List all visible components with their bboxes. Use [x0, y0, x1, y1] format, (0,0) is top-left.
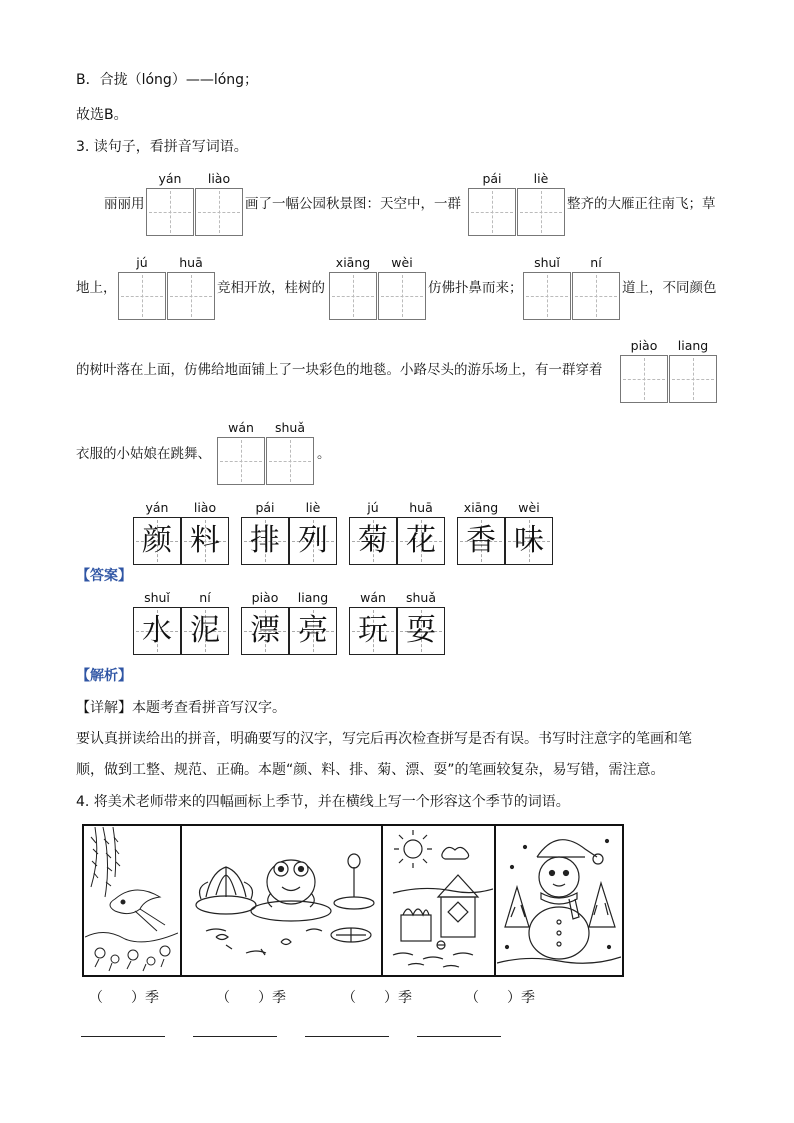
season-blank-4[interactable]: （ ）季: [465, 990, 535, 1006]
answer-char: 亮: [289, 607, 337, 655]
explanation-line: 要认真拼读给出的拼音，明确要写的汉字，写完后再次检查拼写是否有误。书写时注意字的笔画和笔: [76, 731, 692, 747]
detail-text: 本题考查看拼音写汉字。: [132, 700, 286, 716]
word-answer-line-2[interactable]: [193, 1036, 277, 1037]
writing-box[interactable]: [669, 355, 717, 403]
summer-picture: [186, 827, 380, 974]
season-blank-2[interactable]: （ ）季: [216, 990, 286, 1006]
writing-box[interactable]: [167, 272, 215, 320]
choice-line: 故选B。: [76, 107, 128, 123]
writing-box[interactable]: [195, 188, 243, 236]
sentence-text: 的树叶落在上面，仿佛给地面铺上了一块彩色的地毯。小路尽头的游乐场上，有一群穿着: [76, 362, 603, 378]
panel-divider: [180, 824, 182, 977]
sentence-text: 衣服的小姑娘在跳舞、: [76, 446, 211, 462]
pinyin-label: wán: [228, 420, 254, 435]
answer-pinyin: shuǐ: [144, 590, 170, 605]
answer-pinyin: wèi: [518, 500, 540, 515]
answer-char: 菊: [349, 517, 397, 565]
spring-picture: [85, 827, 178, 974]
writing-box[interactable]: [468, 188, 516, 236]
detail-line: [76, 700, 286, 716]
writing-box[interactable]: [217, 437, 265, 485]
answer-pinyin: xiāng: [463, 500, 499, 515]
pinyin-label: wèi: [391, 255, 413, 270]
answer-pinyin: yán: [145, 500, 169, 515]
autumn-picture: [383, 827, 493, 974]
pinyin-label: liào: [207, 171, 231, 186]
question-3-title: 3. 读句子，看拼音写词语。: [76, 139, 248, 155]
sentence-text: 竞相开放，桂树的: [217, 280, 325, 296]
answer-char: 香: [457, 517, 505, 565]
sentence-text: 。: [317, 446, 331, 462]
sentence-text: 画了一幅公园秋景图：天空中，一群: [245, 196, 461, 212]
writing-box[interactable]: [378, 272, 426, 320]
explanation-line: 顺，做到工整、规范、正确。本题“颜、料、排、菊、漂、耍”的笔画较复杂，易写错，需注意。: [76, 762, 665, 778]
writing-box[interactable]: [517, 188, 565, 236]
answer-char: 漂: [241, 607, 289, 655]
writing-box[interactable]: [146, 188, 194, 236]
option-b-line: B．合拢（lóng）——lóng；: [76, 72, 259, 88]
pinyin-label: huā: [179, 255, 203, 270]
answer-pinyin: huā: [409, 500, 433, 515]
writing-box[interactable]: [266, 437, 314, 485]
writing-box[interactable]: [572, 272, 620, 320]
answer-char: 花: [397, 517, 445, 565]
answer-char: 列: [289, 517, 337, 565]
pinyin-label: shuǐ: [534, 255, 560, 270]
sentence-text: 整齐的大雁正往南飞；草: [567, 196, 716, 212]
pinyin-label: piào: [630, 338, 658, 353]
answer-pinyin: piào: [251, 590, 279, 605]
writing-box[interactable]: [118, 272, 166, 320]
answer-char: 颜: [133, 517, 181, 565]
answer-char: 玩: [349, 607, 397, 655]
winter-picture: [497, 827, 621, 974]
word-answer-line-1[interactable]: [81, 1036, 165, 1037]
pinyin-label: shuǎ: [274, 420, 306, 435]
answer-char: 味: [505, 517, 553, 565]
answer-pinyin: liè: [305, 500, 321, 515]
answer-char: 泥: [181, 607, 229, 655]
answer-pinyin: liào: [193, 500, 217, 515]
answer-char: 料: [181, 517, 229, 565]
pinyin-label: liang: [677, 338, 709, 353]
word-answer-line-4[interactable]: [417, 1036, 501, 1037]
detail-label: 【详解】: [76, 700, 132, 716]
answer-pinyin: shuǎ: [405, 590, 437, 605]
sentence-text: 仿佛扑鼻而来；: [428, 280, 523, 296]
writing-box[interactable]: [523, 272, 571, 320]
answer-pinyin: pái: [255, 500, 275, 515]
answer-label: 【答案】: [76, 568, 132, 584]
analysis-label: 【解析】: [76, 668, 132, 684]
answer-char: 水: [133, 607, 181, 655]
word-answer-line-3[interactable]: [305, 1036, 389, 1037]
panel-divider: [381, 824, 383, 977]
sentence-text: 丽丽用: [104, 196, 145, 212]
answer-char: 排: [241, 517, 289, 565]
pinyin-label: liè: [533, 171, 549, 186]
pinyin-label: yán: [158, 171, 182, 186]
answer-pinyin: wán: [360, 590, 386, 605]
season-blank-1[interactable]: （ ）季: [89, 990, 159, 1006]
writing-box[interactable]: [329, 272, 377, 320]
pinyin-label: ní: [590, 255, 602, 270]
question-4-title: 4. 将美术老师带来的四幅画标上季节，并在横线上写一个形容这个季节的词语。: [76, 794, 570, 810]
pinyin-label: jú: [136, 255, 148, 270]
writing-box[interactable]: [620, 355, 668, 403]
season-blank-3[interactable]: （ ）季: [342, 990, 412, 1006]
sentence-text: 地上，: [76, 280, 117, 296]
answer-char: 耍: [397, 607, 445, 655]
answer-pinyin: ní: [199, 590, 211, 605]
pinyin-label: xiāng: [335, 255, 371, 270]
pinyin-label: pái: [482, 171, 502, 186]
sentence-text: 道上，不同颜色: [622, 280, 717, 296]
answer-pinyin: liang: [297, 590, 329, 605]
answer-pinyin: jú: [367, 500, 379, 515]
panel-divider: [494, 824, 496, 977]
